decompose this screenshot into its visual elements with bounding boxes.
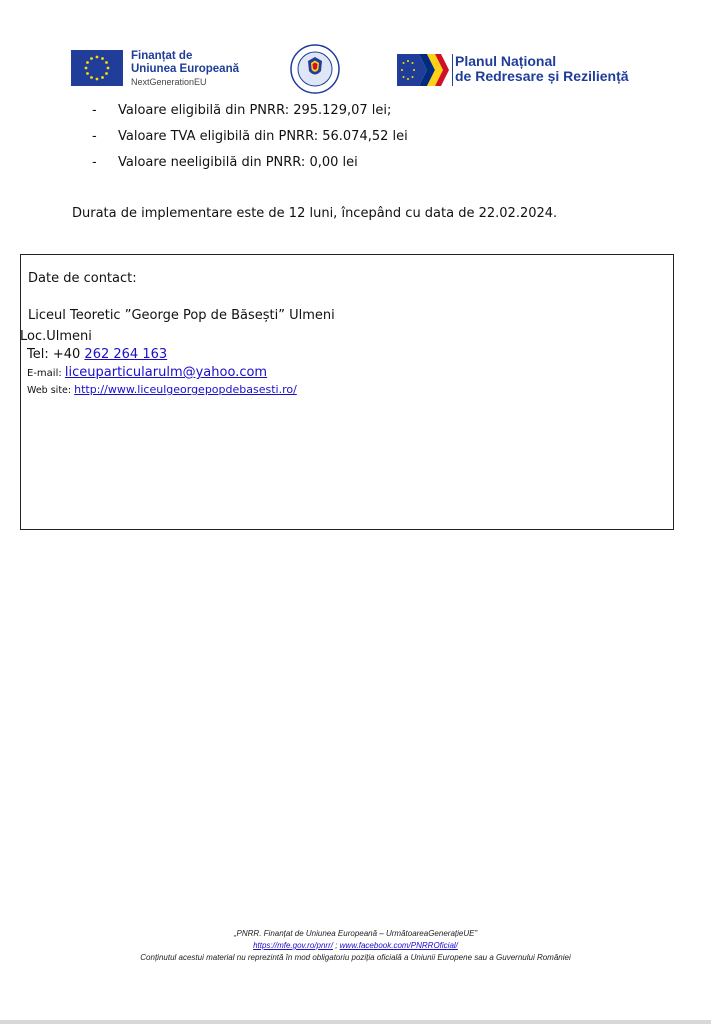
footer-link-separator: ;	[332, 941, 340, 950]
school-name: Liceul Teoretic ”George Pop de Băsești” Ulmeni	[28, 308, 335, 323]
eligible-values-list	[92, 101, 408, 179]
list-item	[92, 101, 408, 127]
pnrr-logo-divider	[452, 54, 453, 86]
romanian-government-seal-icon	[290, 44, 340, 94]
pnrr-logo-text	[455, 54, 629, 84]
contact-title: Date de contact:	[28, 271, 137, 286]
footer-mfe-link[interactable]: https://mfe.gov.ro/pnrr/	[253, 941, 333, 950]
implementation-duration: Durata de implementare este de 12 luni, începând cu data de 22.02.2024.	[72, 206, 558, 221]
phone-label: Tel: +40	[27, 347, 85, 362]
pnrr-logo-icon	[397, 54, 449, 86]
list-item	[92, 153, 408, 179]
pnrr-logo-line2: de Redresare și Reziliență	[455, 68, 629, 84]
footer-facebook-link[interactable]: www.facebook.com/PNRROficial/	[339, 941, 458, 950]
email-line	[27, 365, 267, 380]
list-item-text: Valoare eligibilă din PNRR: 295.129,07 lei;	[118, 103, 392, 118]
eu-logo-text	[131, 50, 239, 89]
page-bottom-edge	[0, 1020, 711, 1024]
phone-line	[27, 347, 167, 362]
website-label: Web site:	[27, 385, 75, 396]
website-link[interactable]: http://www.liceulgeorgepopdebasesti.ro/	[74, 383, 297, 396]
header-logos	[0, 44, 711, 100]
list-item-text: Valoare TVA eligibilă din PNRR: 56.074,52 lei	[118, 129, 408, 144]
footer-funding-line: „PNRR. Finanțat de Uniunea Europeană – UrmătoareaGenerațieUE”	[233, 929, 478, 938]
contact-box	[20, 254, 674, 530]
footer-disclaimer: Conținutul acestui material nu reprezintă în mod obligatoriu poziția oficială a Uniunii Europene sau a Guvernului României	[140, 953, 571, 962]
footer-links-line	[0, 940, 711, 952]
footer	[0, 928, 711, 964]
eu-logo-line2: Uniunea Europeană	[131, 63, 239, 75]
list-dash: -	[92, 155, 97, 170]
eu-flag-icon	[71, 50, 123, 86]
list-dash: -	[92, 129, 97, 144]
pnrr-logo-line1: Planul Național	[455, 53, 557, 69]
list-item	[92, 127, 408, 153]
phone-link[interactable]: 262 264 163	[84, 347, 168, 362]
eu-logo-line3: NextGenerationEU	[131, 77, 207, 87]
website-line	[27, 383, 297, 396]
list-dash: -	[92, 103, 97, 118]
list-item-text: Valoare neeligibilă din PNRR: 0,00 lei	[118, 155, 358, 170]
email-link[interactable]: liceuparticularulm@yahoo.com	[64, 365, 268, 380]
eu-logo-line1: Finanțat de	[131, 50, 193, 62]
locality: Loc.Ulmeni	[20, 329, 92, 344]
email-label: E-mail:	[27, 368, 65, 379]
